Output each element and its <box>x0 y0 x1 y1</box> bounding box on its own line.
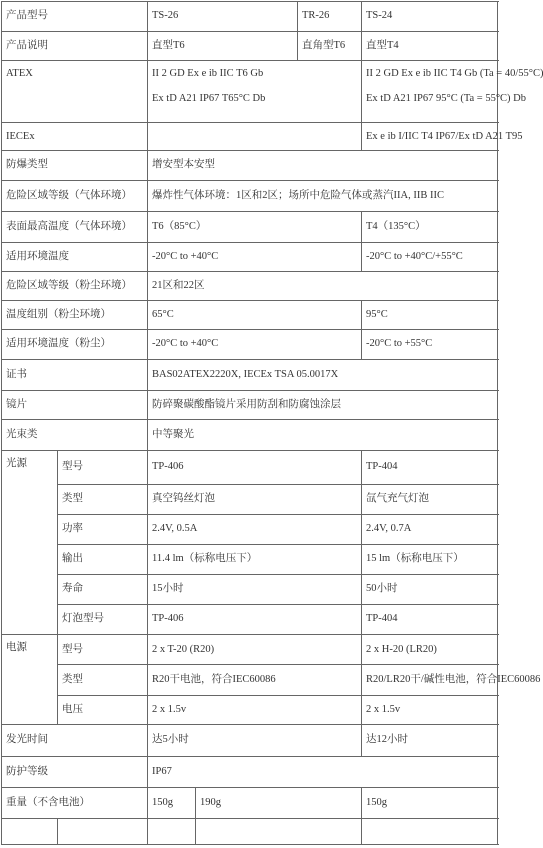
row-ambient-gas <box>2 242 498 271</box>
empty-cell <box>196 818 362 844</box>
ambient-gas-t6: -20°C to +40°C <box>148 242 362 271</box>
row-dust-zone <box>2 271 498 300</box>
row-atex <box>2 61 498 123</box>
row-battery-voltage <box>2 696 498 725</box>
battery-voltage-t4: 2 x 1.5v <box>362 696 498 725</box>
description-tr26: 直角型T6 <box>298 32 362 61</box>
ambient-dust-t6: -20°C to +40°C <box>148 329 362 359</box>
row-battery-type <box>2 665 498 696</box>
row-description <box>2 32 498 61</box>
row-battery-model <box>2 635 498 665</box>
battery-type-t4: R20/LR20干/碱性电池，符合IEC60086 <box>362 665 498 696</box>
weight-ts24: 150g <box>362 787 498 818</box>
row-weight <box>2 787 498 818</box>
sub-label: 电压 <box>58 696 148 725</box>
runtime-t6: 达5小时 <box>148 725 362 756</box>
row-empty <box>2 818 498 844</box>
sub-label: 输出 <box>58 544 148 574</box>
row-label: 证书 <box>2 360 148 391</box>
battery-voltage-t6: 2 x 1.5v <box>148 696 362 725</box>
empty-cell <box>148 818 196 844</box>
group-label-power: 电源 <box>2 635 58 725</box>
atex-t4-line: II 2 GD Ex e ib IIC T4 Gb (Ta = 40/55°C) <box>366 68 543 80</box>
sub-label: 型号 <box>58 451 148 484</box>
weight-tr26: 190g <box>196 787 362 818</box>
row-label: 适用环境温度 <box>2 242 148 271</box>
light-life-t4: 50小时 <box>362 574 498 604</box>
row-label: 产品型号 <box>2 2 148 32</box>
atex-t4-line: Ex tD A21 IP67 95°C (Ta = 55°C) Db <box>366 93 526 105</box>
temp-group-t6: 65°C <box>148 300 362 329</box>
beam-value: 中等聚光 <box>148 420 498 451</box>
row-label: ATEX <box>2 61 148 123</box>
sub-label: 功率 <box>58 514 148 544</box>
row-label: 光束类 <box>2 420 148 451</box>
row-bulb-model <box>2 605 498 635</box>
row-certificate <box>2 360 498 391</box>
row-ambient-dust <box>2 329 498 359</box>
light-life-t6: 15小时 <box>148 574 362 604</box>
row-label: 防爆类型 <box>2 151 148 180</box>
ambient-dust-t4: -20°C to +55°C <box>362 329 498 359</box>
iecex-t4: Ex e ib I/IIC T4 IP67/Ex tD A21 T95 <box>362 123 498 151</box>
light-type-t4: 氙气充气灯泡 <box>362 484 498 514</box>
model-tr26: TR-26 <box>298 2 362 32</box>
iecex-t6 <box>148 123 362 151</box>
gas-zone-value: 爆炸性气体环境：1区和2区；场所中危险气体或蒸汽IIA, IIB IIC <box>148 180 498 211</box>
group-label-light-source: 光源 <box>2 451 58 635</box>
row-beam <box>2 420 498 451</box>
row-light-model <box>2 451 498 484</box>
sub-label: 型号 <box>58 635 148 665</box>
sub-label: 类型 <box>58 484 148 514</box>
weight-ts26: 150g <box>148 787 196 818</box>
row-label: 危险区域等级（气体环境） <box>2 180 148 211</box>
temp-group-t4: 95°C <box>362 300 498 329</box>
certificate-value: BAS02ATEX2220X, IECEx TSA 05.0017X <box>148 360 498 391</box>
row-runtime <box>2 725 498 756</box>
row-label: 适用环境温度（粉尘） <box>2 329 148 359</box>
dust-zone-value: 21区和22区 <box>148 271 498 300</box>
surface-temp-t4: T4（135°C） <box>362 211 498 242</box>
description-ts24: 直型T4 <box>362 32 498 61</box>
row-label: IECEx <box>2 123 148 151</box>
atex-t6 <box>148 61 362 123</box>
empty-cell <box>362 818 498 844</box>
battery-type-t6: R20干电池，符合IEC60086 <box>148 665 362 696</box>
protection-type-value: 增安型本安型 <box>148 151 498 180</box>
row-surface-temp <box>2 211 498 242</box>
light-type-t6: 真空钨丝灯泡 <box>148 484 362 514</box>
atex-t6-line: II 2 GD Ex e ib IIC T6 Gb <box>152 68 264 80</box>
description-ts26: 直型T6 <box>148 32 298 61</box>
light-model-t6: TP-406 <box>148 451 362 484</box>
row-label: 防护等级 <box>2 756 148 787</box>
row-label: 危险区域等级（粉尘环境） <box>2 271 148 300</box>
ambient-gas-t4: -20°C to +40°C/+55°C <box>362 242 498 271</box>
bulb-model-t4: TP-404 <box>362 605 498 635</box>
atex-t6-line: Ex tD A21 IP67 T65°C Db <box>152 93 266 105</box>
row-model <box>2 2 498 32</box>
row-light-power <box>2 514 498 544</box>
row-label: 温度组别（粉尘环境） <box>2 300 148 329</box>
light-power-t4: 2.4V, 0.7A <box>362 514 498 544</box>
row-lens <box>2 391 498 420</box>
row-label: 镜片 <box>2 391 148 420</box>
row-iecex <box>2 123 498 151</box>
spec-table <box>1 1 543 845</box>
row-label: 表面最高温度（气体环境） <box>2 211 148 242</box>
row-light-type <box>2 484 498 514</box>
atex-t4 <box>362 61 543 123</box>
row-temp-group <box>2 300 498 329</box>
light-output-t6: 11.4 lm（标称电压下） <box>148 544 362 574</box>
model-ts24: TS-24 <box>362 2 498 32</box>
row-label: 重量（不含电池） <box>2 787 148 818</box>
bulb-model-t6: TP-406 <box>148 605 362 635</box>
empty-cell <box>2 818 58 844</box>
runtime-t4: 达12小时 <box>362 725 498 756</box>
row-ip-rating <box>2 756 498 787</box>
sub-label: 灯泡型号 <box>58 605 148 635</box>
light-power-t6: 2.4V, 0.5A <box>148 514 362 544</box>
empty-cell <box>58 818 148 844</box>
battery-model-t4: 2 x H-20 (LR20) <box>362 635 498 665</box>
row-gas-zone <box>2 180 498 211</box>
light-output-t4: 15 lm（标称电压下） <box>362 544 498 574</box>
battery-model-t6: 2 x T-20 (R20) <box>148 635 362 665</box>
sub-label: 寿命 <box>58 574 148 604</box>
row-label: 产品说明 <box>2 32 148 61</box>
model-ts26: TS-26 <box>148 2 298 32</box>
row-light-output <box>2 544 498 574</box>
ip-rating-value: IP67 <box>148 756 498 787</box>
row-label: 发光时间 <box>2 725 148 756</box>
surface-temp-t6: T6（85°C） <box>148 211 362 242</box>
lens-value: 防碎聚碳酸酯镜片采用防刮和防腐蚀涂层 <box>148 391 498 420</box>
light-model-t4: TP-404 <box>362 451 498 484</box>
row-protection-type <box>2 151 498 180</box>
sub-label: 类型 <box>58 665 148 696</box>
row-light-life <box>2 574 498 604</box>
